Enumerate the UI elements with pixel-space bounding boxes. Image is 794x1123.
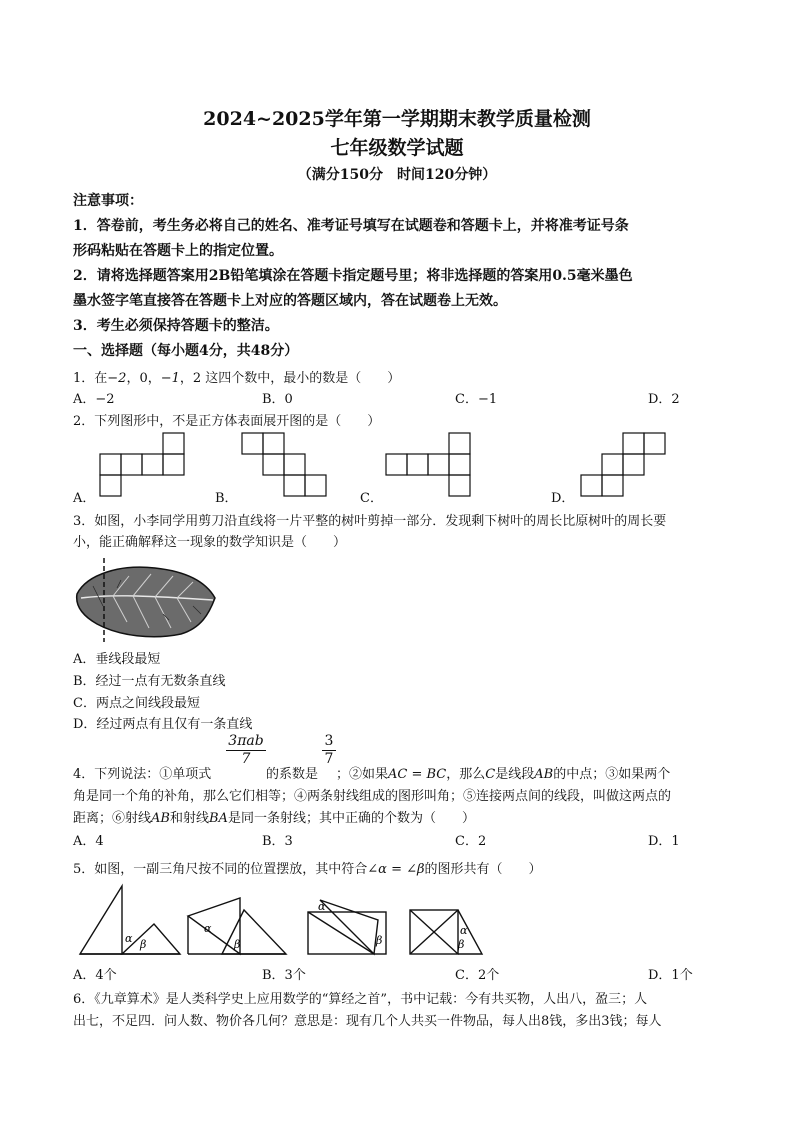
net-figure-b [242, 432, 332, 498]
q5-option-b: B．3个 [262, 968, 306, 983]
q2-option-a: A． [73, 491, 96, 506]
q4-line1-then: ，那么 [446, 767, 486, 782]
q5-option-a: A．4个 [73, 968, 117, 983]
q2-option-c: C． [360, 491, 383, 506]
exam-meta: （满分150分 时间120分钟） [297, 167, 497, 183]
q4-coefficient-denominator: 7 [322, 750, 336, 767]
q4-point-c: C [485, 767, 496, 782]
notice-item: 墨水签字笔直接答在答题卡上对应的答题区域内，答在试题卷上无效。 [73, 293, 507, 309]
alpha-label: α [460, 924, 468, 937]
q3-option-c: C．两点之间线段最短 [73, 696, 200, 711]
q4-fraction-denominator: 7 [226, 750, 266, 767]
q4-line3-start: 距离；⑥射线 [73, 811, 152, 826]
q2-stem: 2．下列图形中，不是正方体表面展开图的是（ ） [73, 414, 381, 429]
q3-option-a: A．垂线段最短 [73, 652, 161, 667]
q4-option-d: D．1 [648, 834, 680, 849]
q4-line1-end: 的中点；③如果两个 [553, 767, 671, 782]
q4-expression-ac-bc: AC = BC [388, 767, 447, 782]
triangle-figure-c [306, 898, 390, 958]
net-figure-c [386, 432, 496, 498]
net-figure-a [100, 432, 190, 498]
q4-option-c: C．2 [455, 834, 487, 849]
q4-ray-ba: BA [208, 811, 228, 826]
q4-line3 [73, 807, 475, 826]
q4-fraction-numerator: 3πab [228, 733, 264, 749]
q4-option-b: B．3 [262, 834, 293, 849]
beta-label: β [458, 938, 465, 951]
q1-option-b: B．0 [262, 392, 293, 407]
q1-option-d: D．2 [648, 392, 680, 407]
q4-line3-end: 是同一条射线；其中正确的个数为（ ） [227, 811, 475, 826]
alpha-label: α [204, 922, 212, 935]
q4-segment-ab: AB [534, 767, 554, 782]
triangle-figure-d [408, 908, 484, 956]
q6-line2: 出七，不足四．问人数、物价各几何？意思是：现有几个人共买一件物品，每人出8钱，多出3钱；每人 [73, 1014, 662, 1029]
q1-number-neg2: −2 [107, 371, 127, 386]
q4-line1-if: ；②如果 [336, 767, 389, 782]
q3-option-b: B．经过一点有无数条直线 [73, 674, 226, 689]
beta-label: β [140, 938, 147, 951]
q6-line1: 6．《九章算术》是人类科学史上应用数学的“算经之首”，书中记载：今有共买物，人出八，盈三；人 [73, 992, 648, 1007]
q5-option-d: D．1个 [648, 968, 693, 983]
leaf-figure [73, 558, 221, 642]
exam-title: 2024~2025学年第一学期期末教学质量检测 [203, 108, 591, 130]
exam-subtitle: 七年级数学试题 [330, 137, 464, 159]
q5-angle-equation: ∠α = ∠β [367, 862, 425, 877]
beta-label: β [376, 934, 383, 947]
q1-option-a: A．−2 [73, 392, 115, 407]
notice-heading: 注意事项： [73, 193, 143, 209]
notice-item: 3．考生必须保持答题卡的整洁。 [73, 318, 279, 334]
q4-line1-segment: 是线段 [495, 767, 535, 782]
q4-line3-and: 和射线 [169, 811, 209, 826]
notice-item: 1．答卷前，考生务必将自己的姓名、准考证号填写在试题卷和答题卡上，并将准考证号条 [73, 218, 629, 234]
q5-stem-start: 5．如图，一副三角尺按不同的位置摆放，其中符合 [73, 862, 368, 877]
q2-option-b: B． [215, 491, 238, 506]
q4-coefficient-fraction [322, 733, 336, 767]
notice-item: 2．请将选择题答案用2B铅笔填涂在答题卡指定题号里；将非选择题的答案用0.5毫米墨色 [73, 268, 633, 284]
q3-option-d: D．经过两点有且仅有一条直线 [73, 717, 253, 732]
q4-coefficient-numerator: 3 [324, 733, 334, 749]
q5-stem [73, 858, 542, 877]
q4-option-a: A．4 [73, 834, 104, 849]
q5-option-c: C．2个 [455, 968, 500, 983]
q3-stem-line1: 3．如图，小李同学用剪刀沿直线将一片平整的树叶剪掉一部分．发现剩下树叶的周长比原树叶的周长要 [73, 514, 667, 529]
q5-stem-end: 的图形共有（ ） [424, 862, 542, 877]
q3-stem-line2: 小，能正确解释这一现象的数学知识是（ ） [73, 535, 347, 550]
q4-line1-rest [336, 763, 670, 782]
beta-label: β [234, 938, 241, 951]
q1-stem [73, 367, 400, 386]
q4-line2: 角是同一个角的补角，那么它们相等；④两条射线组成的图形叫角；⑤连接两点间的线段，叫做这两点的 [73, 789, 672, 804]
net-figure-d [578, 432, 670, 498]
q1-stem-end: ，2 这四个数中，最小的数是（ ） [179, 371, 401, 386]
triangle-figure-b [186, 896, 288, 956]
alpha-label: α [318, 900, 326, 913]
q4-line1-start: 4．下列说法：①单项式 [73, 767, 212, 782]
triangle-figure-a [78, 884, 182, 956]
q1-number-neg1: −1 [160, 371, 180, 386]
q1-stem-mid: ，0， [126, 371, 161, 386]
section-heading: 一、选择题（每小题4分，共48分） [73, 343, 299, 359]
q4-ray-ab: AB [151, 811, 170, 826]
q1-option-c: C．−1 [455, 392, 498, 407]
notice-item: 形码粘贴在答题卡上的指定位置。 [73, 243, 283, 259]
q2-option-d: D． [551, 491, 575, 506]
q4-monomial-fraction [226, 733, 266, 767]
q4-line1-coefficient-text: 的系数是 [266, 767, 319, 782]
q1-stem-start: 1．在 [73, 371, 108, 386]
alpha-label: α [125, 932, 133, 945]
